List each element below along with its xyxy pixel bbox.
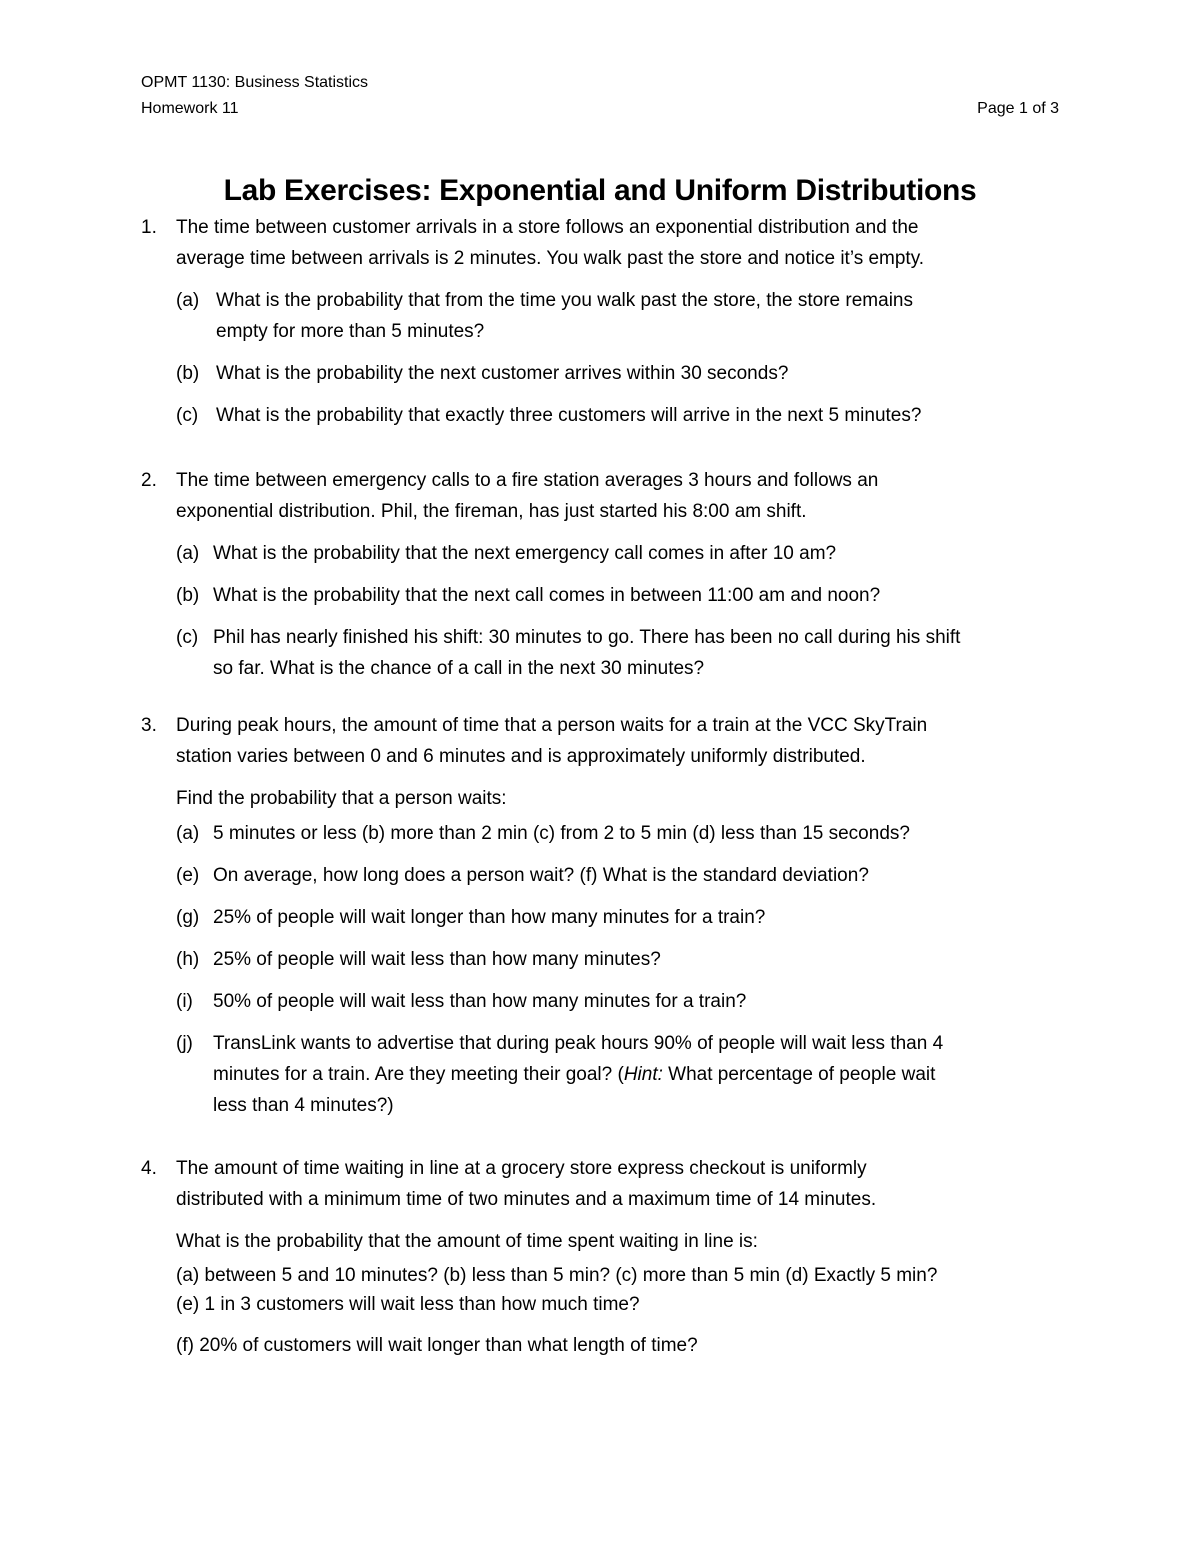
- question-prompt: Find the probability that a person waits:: [176, 788, 507, 809]
- question-prompt: What is the probability that the amount of time spent waiting in line is:: [176, 1231, 758, 1252]
- sub-question-text: 25% of people will wait less than how many minutes?: [213, 949, 661, 970]
- page-title: Lab Exercises: Exponential and Uniform Distributions: [223, 174, 977, 207]
- question-text-line: The time between emergency calls to a fire station averages 3 hours and follows an: [176, 470, 879, 491]
- page-number: Page 1 of 3: [977, 100, 1059, 117]
- sub-question-label: (i): [176, 991, 193, 1012]
- question-number: 1.: [141, 217, 157, 238]
- sub-question-label: (a): [176, 543, 200, 564]
- question-2: [141, 465, 1059, 684]
- sub-question-text: (e) 1 in 3 customers will wait less than how much time?: [176, 1294, 640, 1315]
- sub-question-b: [176, 580, 1059, 611]
- course-name: OPMT 1130: Business Statistics: [141, 74, 369, 91]
- sub-question-text: What is the probability the next customer arrives within 30 seconds?: [216, 363, 789, 384]
- sub-question-text: less than 4 minutes?): [213, 1095, 394, 1116]
- sub-question-label: (e): [176, 865, 200, 886]
- sub-question-a-d: [176, 818, 1059, 849]
- sub-question-text: What is the probability that the next emergency call comes in after 10 am?: [213, 543, 837, 564]
- sub-question-text: What is the probability that from the time you walk past the store, the store remains: [216, 290, 913, 311]
- question-number: 2.: [141, 470, 157, 491]
- sub-question-text: so far. What is the chance of a call in the next 30 minutes?: [213, 658, 705, 679]
- sub-question-g: [176, 902, 1059, 933]
- sub-question-text: 50% of people will wait less than how many minutes for a train?: [213, 991, 747, 1012]
- sub-question-label: (h): [176, 949, 200, 970]
- sub-question-j: [176, 1028, 1059, 1121]
- sub-question-label: (g): [176, 907, 200, 928]
- hint-word: Hint:: [623, 1064, 663, 1085]
- sub-question-label: (j): [176, 1033, 193, 1054]
- question-4: [141, 1153, 1059, 1361]
- header-row-1: [141, 70, 1059, 96]
- question-text-line: The amount of time waiting in line at a grocery store express checkout is uniformly: [176, 1158, 867, 1179]
- sub-question-a: [176, 285, 1059, 347]
- sub-question-text: 5 minutes or less (b) more than 2 min (c) from 2 to 5 min (d) less than 15 seconds?: [213, 823, 910, 844]
- question-text-line: exponential distribution. Phil, the fireman, has just started his 8:00 am shift.: [176, 501, 807, 522]
- question-text-line: During peak hours, the amount of time that a person waits for a train at the VCC SkyTrain: [176, 715, 928, 736]
- sub-question-text: On average, how long does a person wait? (f) What is the standard deviation?: [213, 865, 869, 886]
- question-1: [141, 212, 1059, 431]
- question-text-line: average time between arrivals is 2 minutes. You walk past the store and notice it’s empty.: [176, 248, 925, 269]
- sub-question-text: What is the probability that the next call comes in between 11:00 am and noon?: [213, 585, 881, 606]
- sub-question-text-part: minutes for a train. Are they meeting their goal? (: [213, 1064, 624, 1085]
- sub-question-h: [176, 944, 1059, 975]
- question-number: 4.: [141, 1158, 157, 1179]
- sub-question-label: (a): [176, 290, 200, 311]
- sub-question-text: TransLink wants to advertise that during peak hours 90% of people will wait less than 4: [213, 1033, 944, 1054]
- sub-question-label: (b): [176, 363, 200, 384]
- sub-question-text: What is the probability that exactly three customers will arrive in the next 5 minutes?: [216, 405, 922, 426]
- sub-question-text: empty for more than 5 minutes?: [216, 321, 485, 342]
- assignment-name: Homework 11: [141, 100, 239, 117]
- sub-question-text: 25% of people will wait longer than how many minutes for a train?: [213, 907, 766, 928]
- sub-question-text: Phil has nearly finished his shift: 30 minutes to go. There has been no call during his shift: [213, 627, 961, 648]
- sub-question-text: [213, 1059, 1059, 1090]
- sub-question-text: (f) 20% of customers will wait longer than what length of time?: [176, 1335, 698, 1356]
- question-text-line: distributed with a minimum time of two minutes and a maximum time of 14 minutes.: [176, 1189, 877, 1210]
- question-text-line: The time between customer arrivals in a store follows an exponential distribution and the: [176, 217, 919, 238]
- sub-question-text: (a) between 5 and 10 minutes? (b) less than 5 min? (c) more than 5 min (d) Exactly 5 min?: [176, 1265, 938, 1286]
- sub-question-i: [176, 986, 1059, 1017]
- sub-question-label: (a): [176, 823, 200, 844]
- sub-question-e-f: [176, 860, 1059, 891]
- sub-question-label: (b): [176, 585, 200, 606]
- sub-question-b: [176, 358, 1059, 389]
- sub-question-text-part: What percentage of people wait: [662, 1064, 936, 1085]
- question-text-line: station varies between 0 and 6 minutes and is approximately uniformly distributed.: [176, 746, 866, 767]
- sub-question-label: (c): [176, 405, 199, 426]
- header-row-2: [141, 96, 1059, 122]
- question-number: 3.: [141, 715, 157, 736]
- sub-question-c: [176, 622, 1059, 684]
- sub-question-c: [176, 400, 1059, 431]
- question-3: [141, 710, 1059, 1121]
- page-header: [141, 70, 1059, 122]
- sub-question-label: (c): [176, 627, 199, 648]
- sub-question-a: [176, 538, 1059, 569]
